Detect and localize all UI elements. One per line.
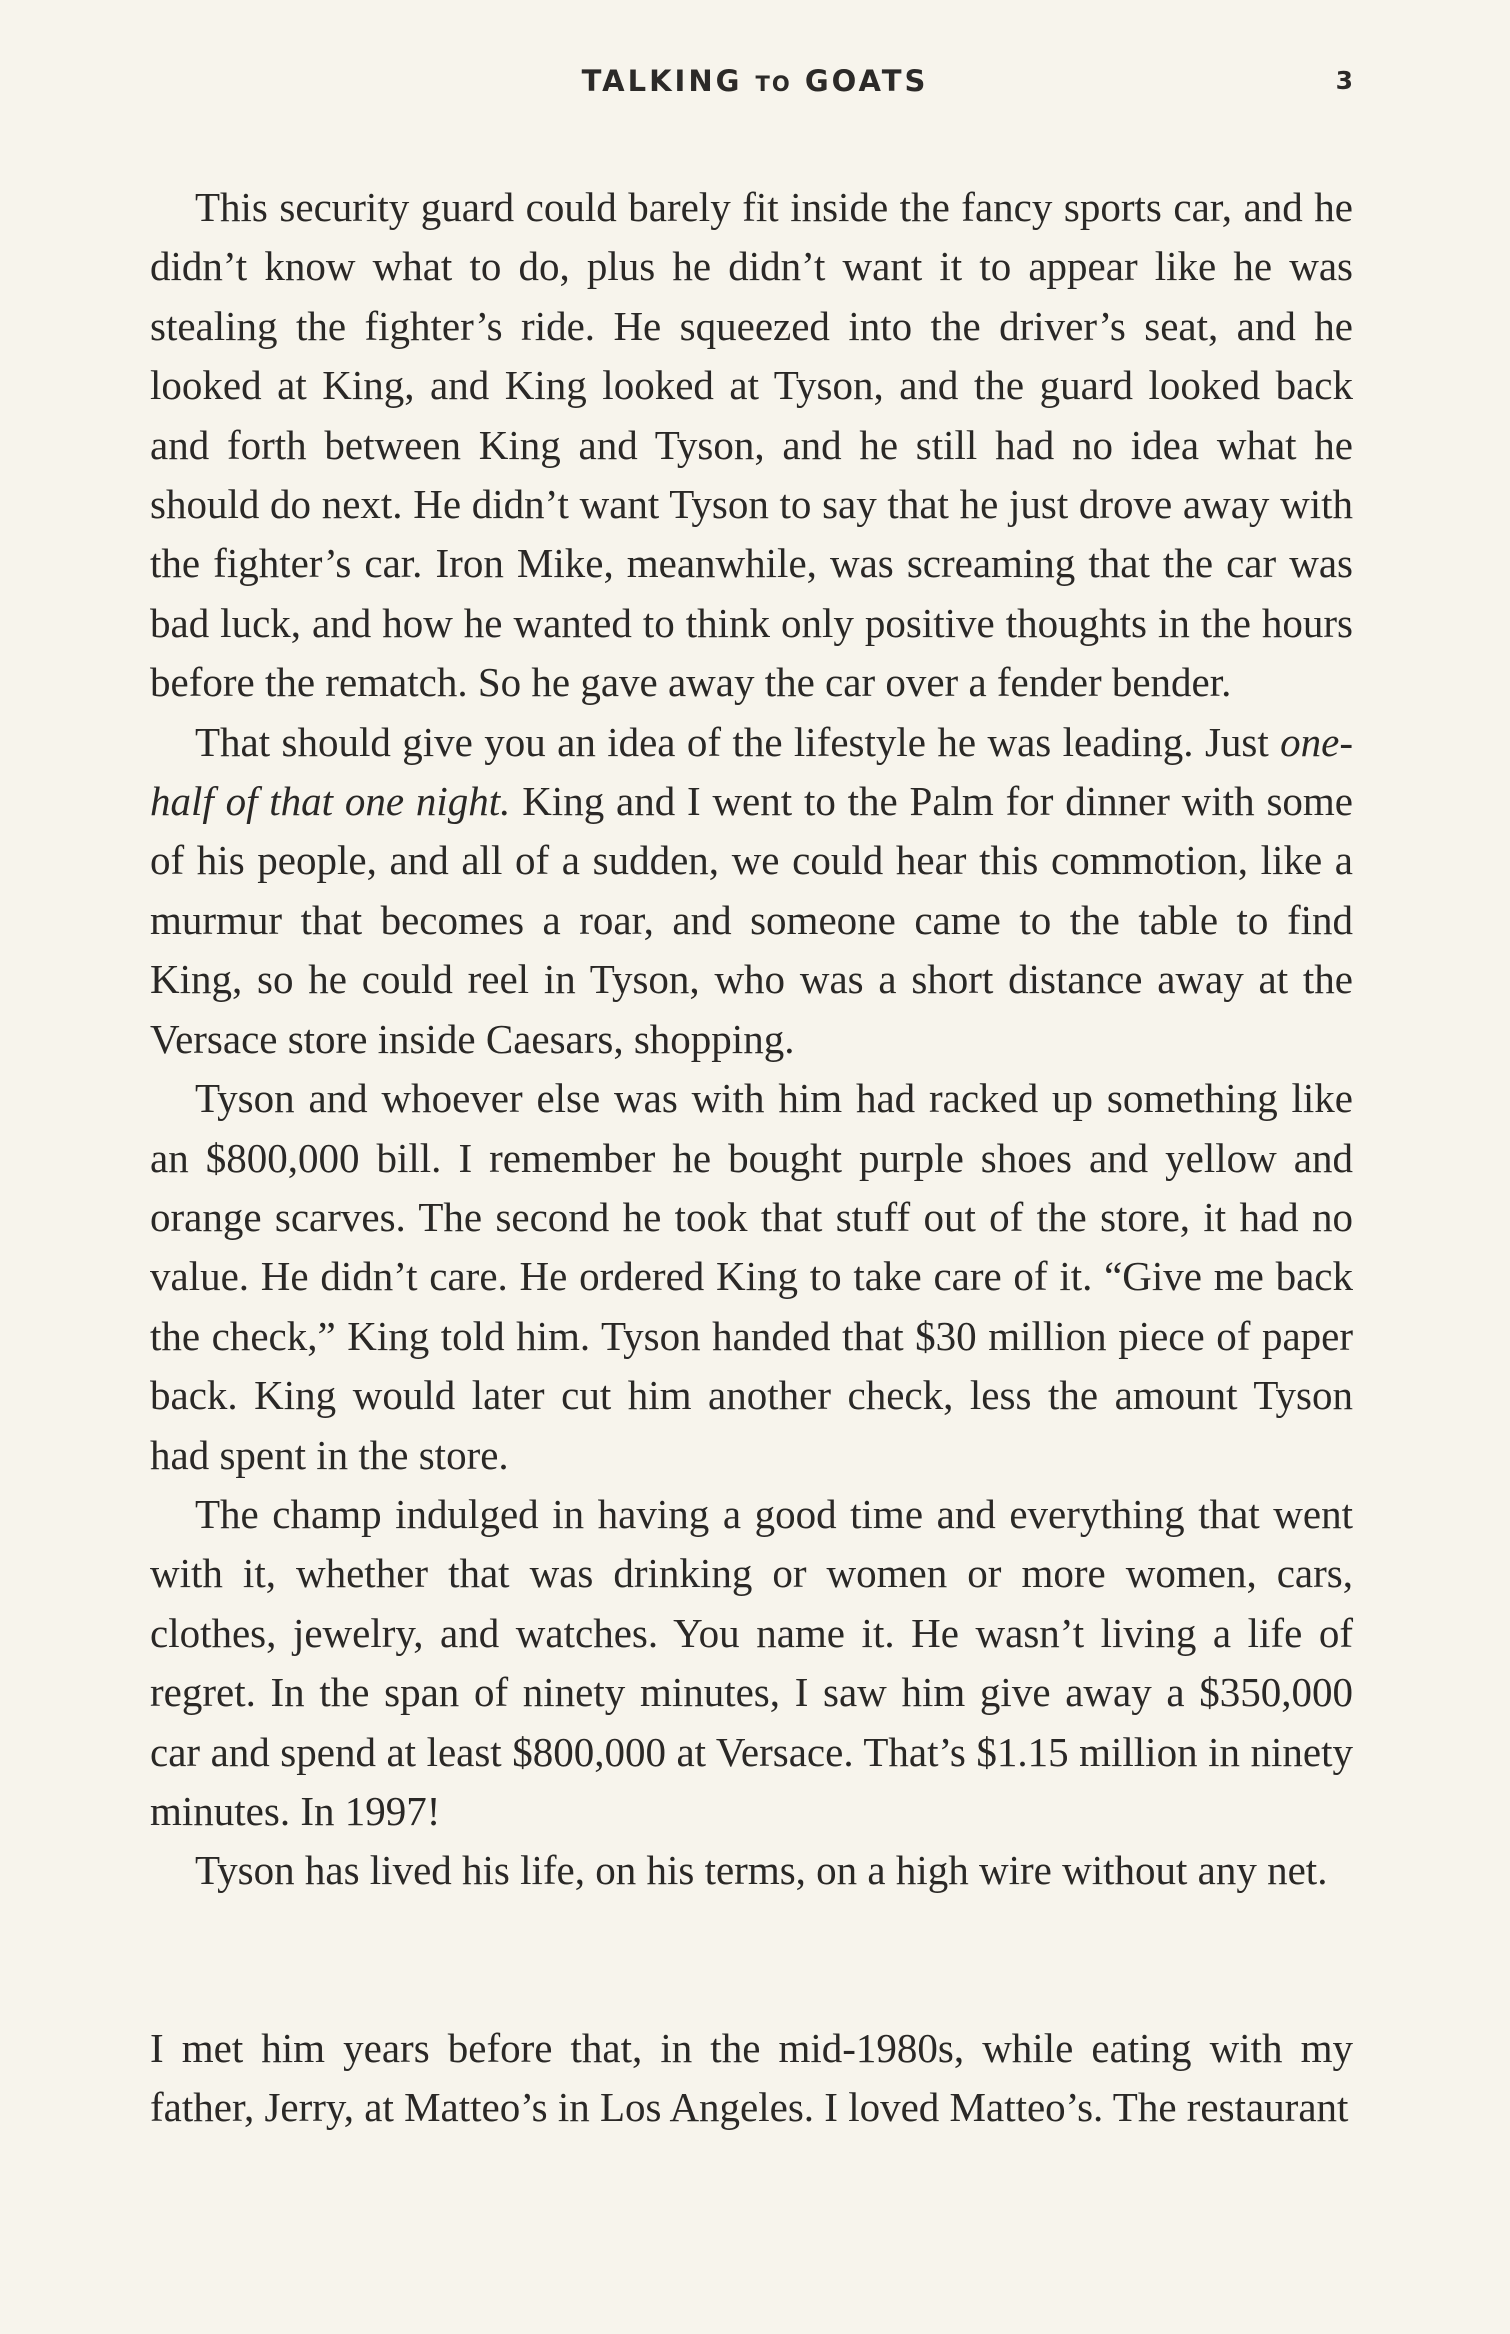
running-head-title-part2: TO [755,72,792,96]
page-number: 3 [1335,66,1353,95]
paragraph-3: Tyson and whoever else was with him had racked up something like an $800,000 bill. I remember he bought purple shoes and yellow and orange scarves. The second he took that stuff out of the store, it had no value. He didn’t care. He ordered King to take care of it. “Give me back the check,” King told him. Tyson handed that $30 million piece of paper back. King would later cut him another check, less the amount Tyson had spent in the store. [150,1075,1353,1478]
body-text [150,178,1353,2138]
paragraph-2-emphasis: one-half of that one night. [150,718,1353,825]
paragraph-5: Tyson has lived his life, on his terms, on a high wire without any net. [195,1847,1328,1894]
paragraph-2-text-before: That should give you an idea of the lifestyle he was leading. Just [195,718,1281,765]
paragraph-2-text-after: King and I went to the Palm for dinner with some of his people, and all of a sudden, we could hear this commotion, like a murmur that becomes a roar, and someone came to the table to find King, so he could reel in Tyson, who was a short distance away at the Versace store inside Caesars, shopping. [150,778,1353,1062]
section-break [150,1901,1353,2019]
paragraph-6: I met him years before that, in the mid-1980s, while eating with my father, Jerry, at Matteo’s in Los Angeles. I loved Matteo’s. The restaurant [150,2024,1353,2131]
paragraph-2 [150,713,1353,1069]
running-head-title-part1: TALKING [581,64,743,98]
paragraph-1: This security guard could barely fit inside the fancy sports car, and he didn’t know what to do, plus he didn’t want it to appear like he was stealing the fighter’s ride. He squeezed into the driver’s seat, and he looked at King, and King looked at Tyson, and the guard looked back and forth between King and Tyson, and he still had no idea what he should do next. He didn’t want Tyson to say that he just drove away with the fighter’s car. Iron Mike, meanwhile, was screaming that the car was bad luck, and how he wanted to think only positive thoughts in the hours before the rematch. So he gave away the car over a fender bender. [150,184,1353,706]
paragraph-4: The champ indulged in having a good time and everything that went with it, whether that was drinking or women or more women, cars, clothes, jewelry, and watches. You name it. He wasn’t living a life of regret. In the span of ninety minutes, I saw him give away a $350,000 car and spend at least $800,000 at Versace. That’s $1.15 million in ninety minutes. In 1997! [150,1490,1353,1834]
running-head [0,64,1510,98]
running-head-title-part3: GOATS [804,64,929,98]
